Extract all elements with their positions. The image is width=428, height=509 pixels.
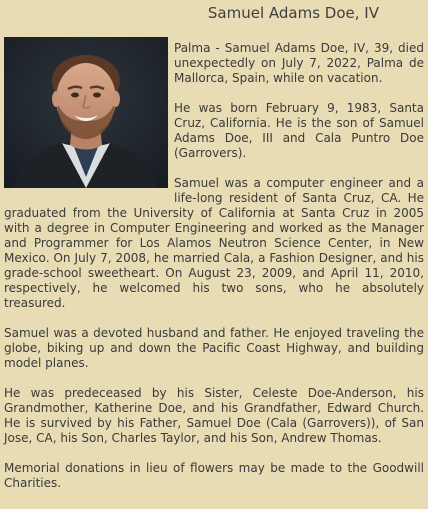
obituary-title: Samuel Adams Doe, IV	[207, 4, 379, 22]
paragraph-memorial: Memorial donations in lieu of flowers may be made to the Goodwill Charities.	[4, 461, 424, 490]
paragraph-career: Samuel was a computer engineer and a life-long resident of Santa Cruz, CA. He graduated from the University of California at Santa Cruz in 2005 with a degree in Computer Engineering and worked as the Manager and Programmer for Los Alamos Neutron Science Center, in New Mexico. On July 7, 2008, he married Cala, a Fashion Designer, and his grade-school sweetheart. On August 23, 2009, and April 11, 2010, respectively, he welcomed his two sons, who he absolutely treasured.	[4, 176, 424, 310]
paragraph-survivors: He was predeceased by his Sister, Celeste Doe-Anderson, his Grandmother, Katherine Doe, and his Grandfather, Edward Church. He is survived by his Father, Samuel Doe (Cala (Garrovers)), of San Jose, CA, his Son, Charles Taylor, and his Son, Andrew Thomas.	[4, 386, 424, 445]
portrait-photo	[4, 37, 168, 188]
portrait-image	[4, 37, 168, 188]
paragraph-family-life: Samuel was a devoted husband and father. He enjoyed traveling the globe, biking up and down the Pacific Coast Highway, and building model planes.	[4, 326, 424, 370]
paragraph-death-notice: Palma - Samuel Adams Doe, IV, 39, died unexpectedly on July 7, 2022, Palma de Mallorca, Spain, while on vacation.	[174, 41, 424, 85]
paragraph-birth: He was born February 9, 1983, Santa Cruz, California. He is the son of Samuel Adams Doe, III and Cala Puntro Doe (Garrovers).	[174, 101, 424, 160]
